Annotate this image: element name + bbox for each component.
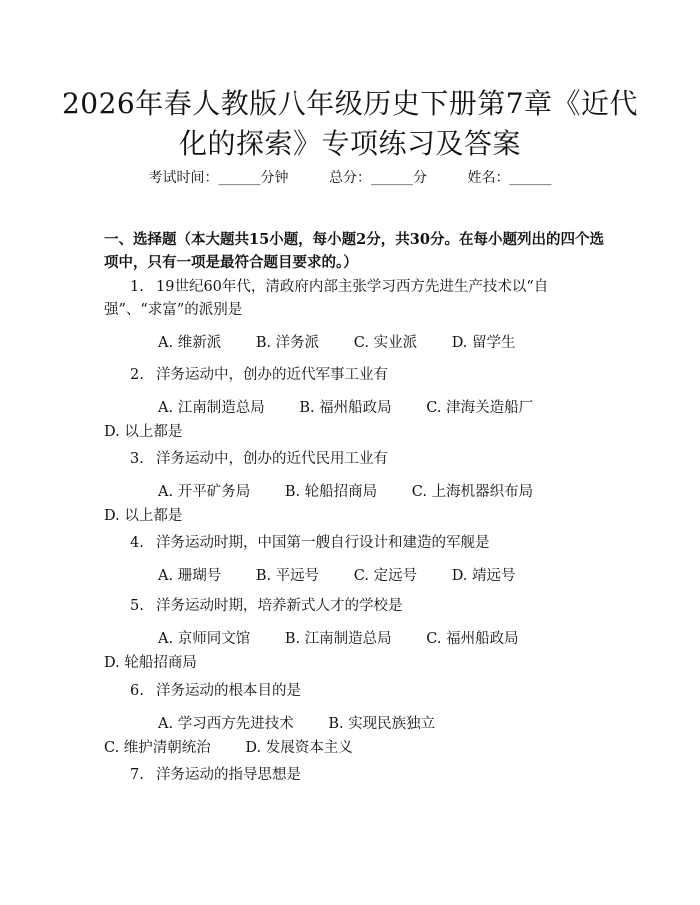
question-3 xyxy=(104,448,604,471)
question-stem: 洋务运动中，创办的近代军事工业有 xyxy=(156,367,388,383)
exam-meta-line xyxy=(0,168,700,188)
option-d: D. 靖远号 xyxy=(451,568,516,584)
question-stem: 19世纪60年代，清政府内部主张学习西方先进生产技术以“自强”、“求富”的派别是 xyxy=(104,279,549,318)
option-c: C. 定远号 xyxy=(353,568,418,584)
question-stem: 洋务运动的根本目的是 xyxy=(156,683,301,699)
question-number: 6. xyxy=(130,683,144,699)
exam-time-field: 考试时间：______分钟 xyxy=(148,170,289,186)
option-a: A. 学习西方先进技术 xyxy=(158,716,294,732)
option-c: C. 津海关造船厂 xyxy=(426,400,534,416)
option-d: D. 以上都是 xyxy=(104,508,183,524)
question-stem: 洋务运动时期，中国第一艘自行设计和建造的军舰是 xyxy=(156,535,490,551)
question-1-options xyxy=(104,331,604,355)
question-3-options xyxy=(104,480,604,528)
option-b: B. 洋务派 xyxy=(255,335,320,351)
question-1 xyxy=(104,276,604,322)
option-d: D. 留学生 xyxy=(451,335,516,351)
question-stem: 洋务运动的指导思想是 xyxy=(156,767,301,783)
option-a: A. 江南制造总局 xyxy=(158,400,265,416)
option-c: C. 维护清朝统治 xyxy=(104,740,211,756)
question-6-options xyxy=(104,712,604,760)
option-c: C. 上海机器织布局 xyxy=(411,484,534,500)
option-b: B. 福州船政局 xyxy=(299,400,392,416)
option-d: D. 以上都是 xyxy=(104,424,183,440)
question-6 xyxy=(104,680,604,703)
option-b: B. 轮船招商局 xyxy=(284,484,378,500)
section-heading-choice: 一、选择题（本大题共15小题，每小题2分，共30分。在每小题列出的四个选项中，只有一项是最符合题目要求的。） xyxy=(104,231,604,271)
option-d: D. 轮船招商局 xyxy=(104,655,197,671)
question-5 xyxy=(104,595,604,618)
question-number: 1. xyxy=(130,279,144,295)
question-7 xyxy=(104,764,604,787)
question-number: 3. xyxy=(130,451,144,467)
question-2 xyxy=(104,364,604,387)
option-b: B. 江南制造总局 xyxy=(284,631,392,647)
question-number: 7. xyxy=(130,767,144,783)
option-a: A. 开平矿务局 xyxy=(158,484,251,500)
option-b: B. 实现民族独立 xyxy=(328,716,436,732)
student-name-field: 姓名：______ xyxy=(467,170,552,186)
option-c: C. 实业派 xyxy=(353,335,418,351)
question-4 xyxy=(104,532,604,555)
question-stem: 洋务运动中，创办的近代民用工业有 xyxy=(156,451,388,467)
option-a: A. 珊瑚号 xyxy=(158,568,222,584)
option-b: B. 平远号 xyxy=(255,568,320,584)
question-number: 2. xyxy=(130,367,144,383)
total-score-field: 总分：______分 xyxy=(329,170,427,186)
option-c: C. 福州船政局 xyxy=(426,631,519,647)
question-5-options xyxy=(104,627,604,675)
option-a: A. 京师同文馆 xyxy=(158,631,251,647)
option-a: A. 维新派 xyxy=(158,335,222,351)
document-title: 2026年春人教版八年级历史下册第7章《近代化的探索》专项练习及答案 xyxy=(61,87,639,160)
question-number: 5. xyxy=(130,598,144,614)
question-4-options xyxy=(104,564,604,588)
question-number: 4. xyxy=(130,535,144,551)
question-stem: 洋务运动时期，培养新式人才的学校是 xyxy=(156,598,403,614)
question-2-options xyxy=(104,396,604,444)
option-d: D. 发展资本主义 xyxy=(245,740,353,756)
